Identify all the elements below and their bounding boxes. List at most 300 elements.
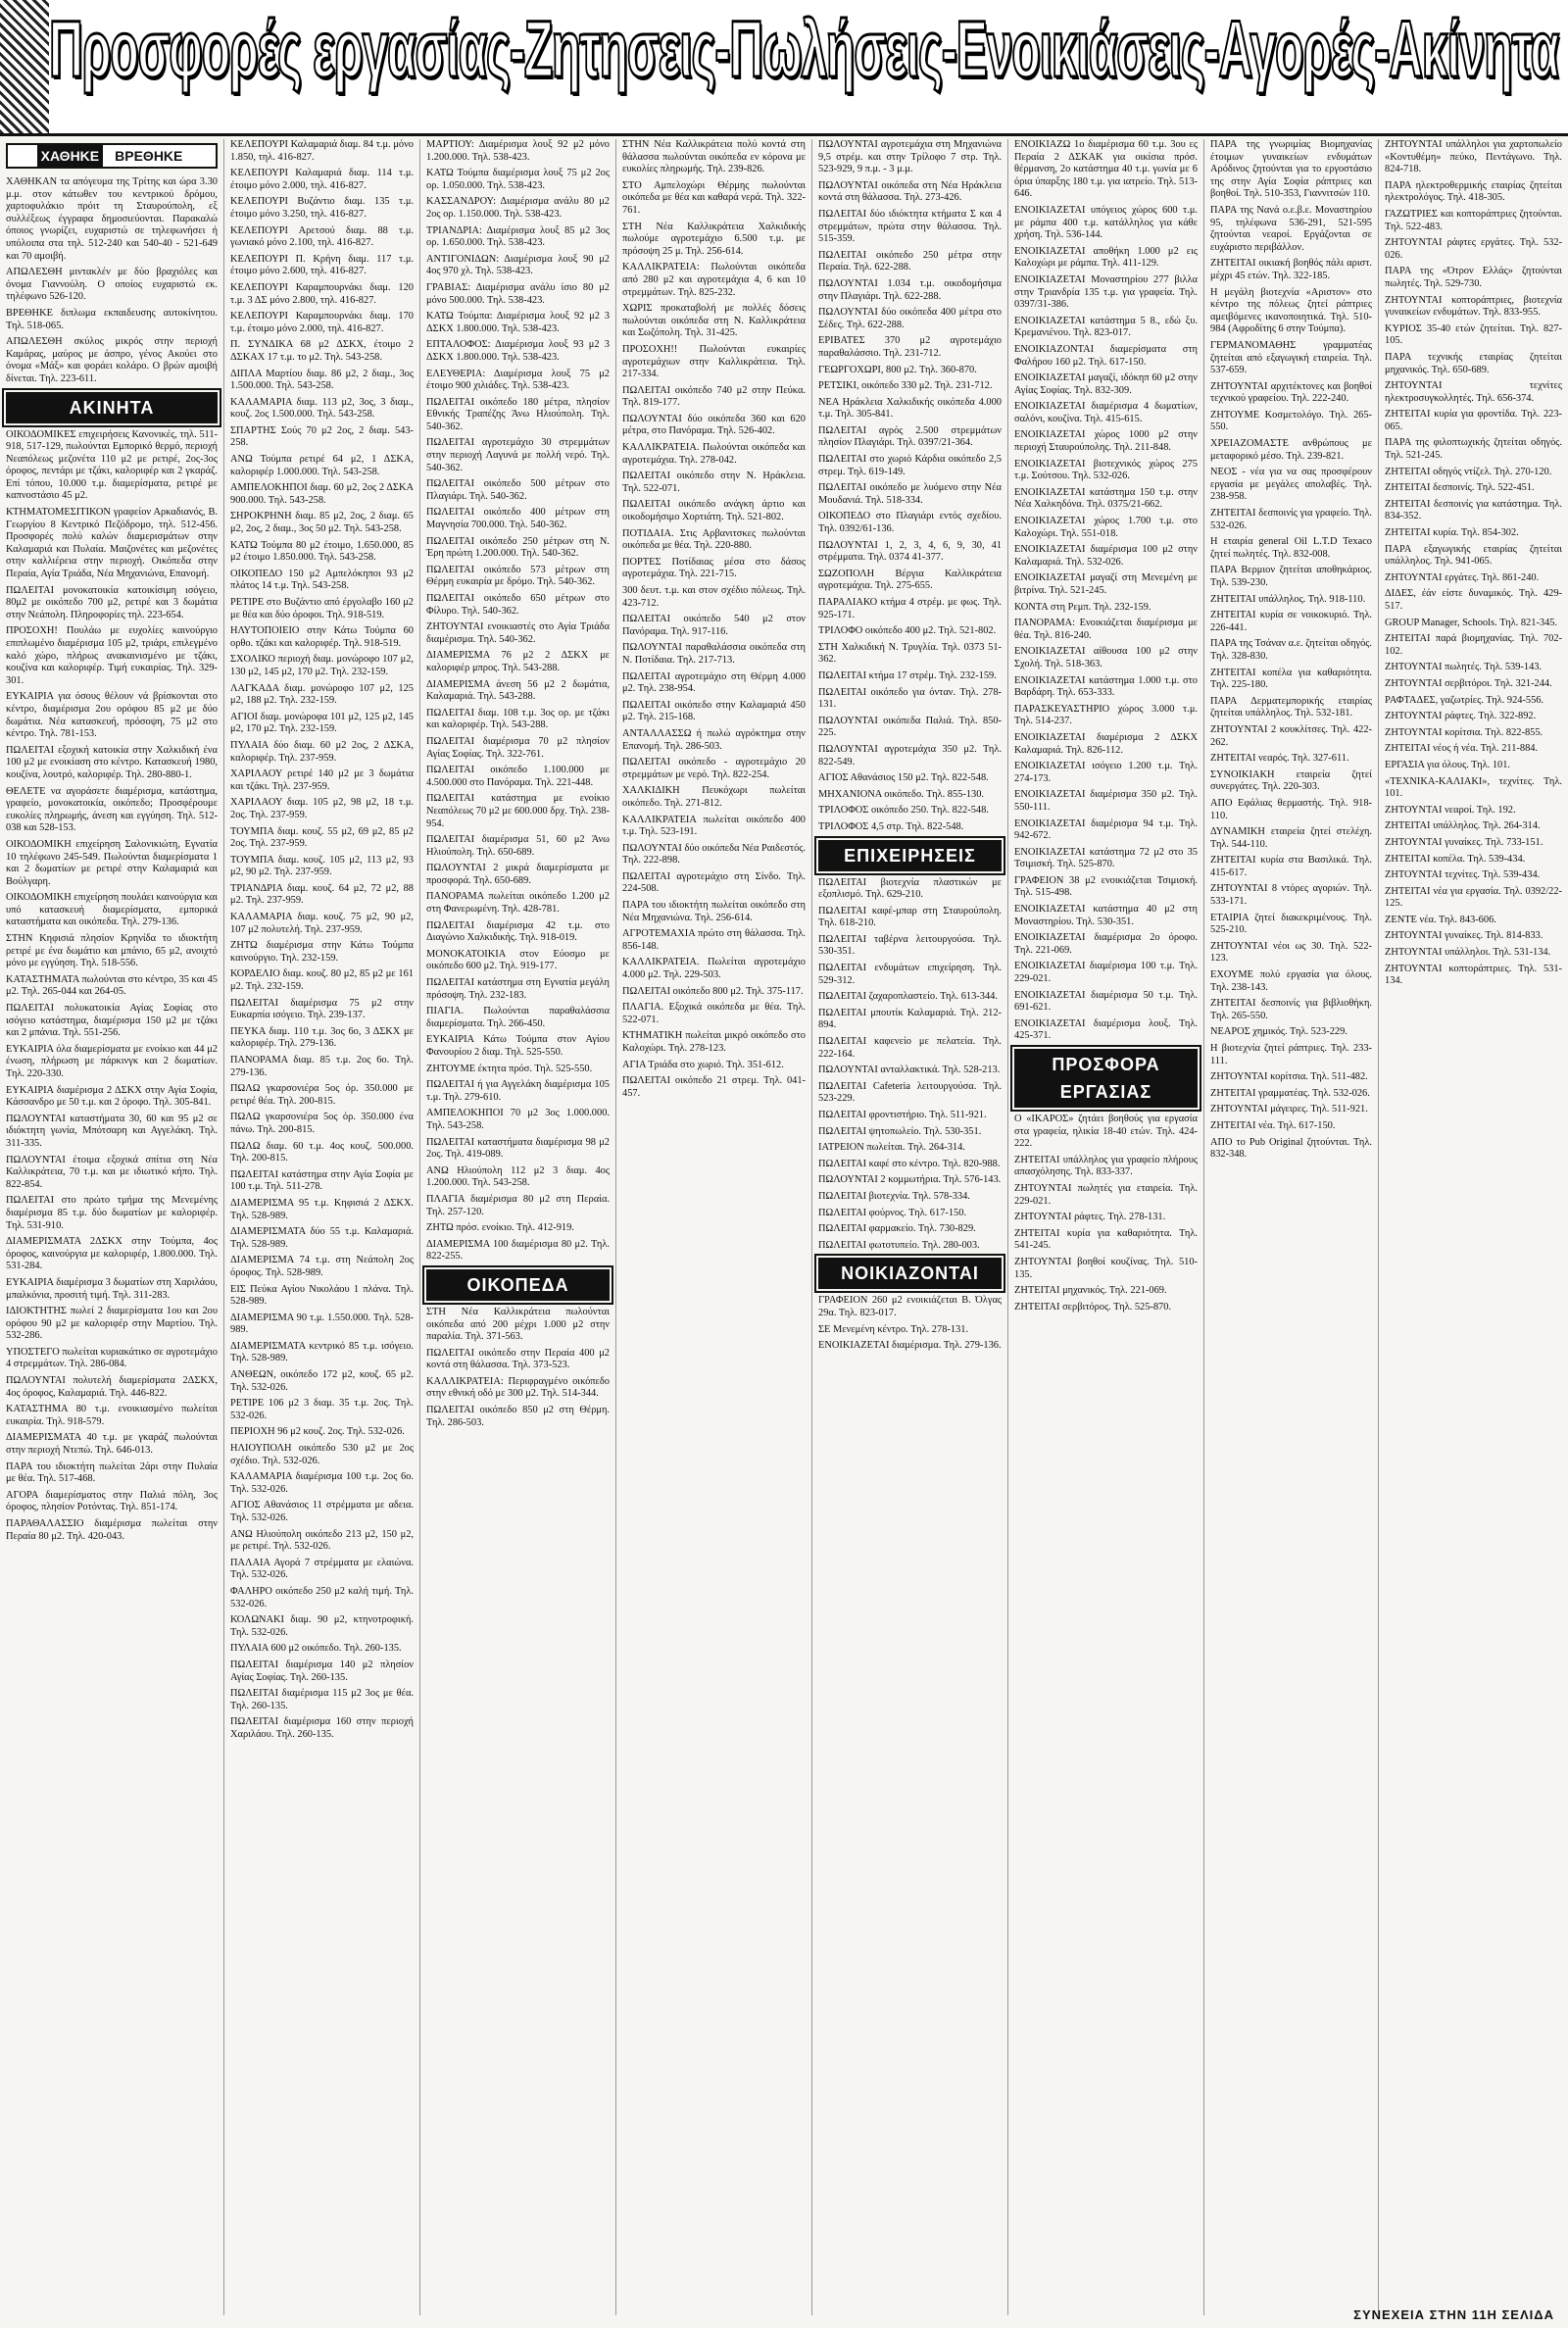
classified-ad: [1385, 837, 1562, 850]
classified-ad: [230, 1112, 414, 1136]
classified-ad: [622, 499, 806, 523]
classified-ad: [230, 139, 414, 164]
classified-ad-text: ΠΑΡΑΘΑΛΑΣΣΙΟ διαμέρισμα πωλείται στην Περαία 80 μ2. Τηλ. 420-043.: [6, 1518, 218, 1542]
classified-ad: [230, 940, 414, 965]
classified-ad-text: ΕΝΟΙΚΙΑΖΕΤΑΙ κατάστημα 150 τ.μ. στην Νέα Χαλκηδόνα. Τηλ. 0375/21-662.: [1014, 486, 1198, 511]
classified-ad-text: ΠΩΛΕΙΤΑΙ οικόπεδο 850 μ2 στη Θέρμη. Τηλ. 286-503.: [426, 1405, 610, 1428]
classified-ad-text: ΣΕ Μενεμένη κέντρο. Τηλ. 278-131.: [818, 1323, 969, 1335]
classified-ad: [1210, 998, 1372, 1022]
classified-ad-text: ΠΩΛΕΙΤΑΙ οικόπεδο 540 μ2 στον Πανόραμα. Τηλ. 917-116.: [622, 614, 806, 637]
classified-ad: [818, 821, 1002, 834]
classified-ad: [230, 712, 414, 736]
classified-ad-text: ΕΧΟΥΜΕ πολύ εργασία για όλους. Τηλ. 238-143.: [1210, 969, 1372, 993]
classified-ad-text: ΖΗΤΕΙΤΑΙ κυρία για καθαριότητα. Τηλ. 541-245.: [1014, 1227, 1198, 1252]
classified-ad: [230, 883, 414, 908]
classified-ad-text: ΚΑΛΑΜΑΡΙΑ διαμέρισμα 100 τ.μ. 2ος 6ο. Τηλ. 532-026.: [230, 1471, 414, 1495]
classified-ad-text: ΠΩΛΕΙΤΑΙ αγρός 2.500 στρεμμάτων πλησίον Πλαγιάρι. Τηλ. 0397/21-364.: [818, 424, 1002, 449]
classified-ad-text: ΚΑΛΛΙΚΡΑΤΕΙΑ: Πωλούνται οικόπεδα από 280 μ2 και αγροτεμάχια 4, 6 και 10 στρεμμάτων. Τηλ. 825-232.: [622, 262, 806, 298]
classified-ad: [426, 168, 610, 192]
classified-ad: [1014, 274, 1198, 312]
classified-ad-text: ΦΑΛΗΡΟ οικόπεδο 250 μ2 καλή τιμή. Τηλ. 532-026.: [230, 1585, 414, 1610]
classified-ad-text: ΠΩΛΕΙΤΑΙ εξοχική κατοικία στην Χαλκιδική ένα 100 μ2 με ενοικίαση στο κέντρο. Κατασκευή 1980, κουζίνα, λουτρό, καλοριφέρ. Τηλ. 280-880-1.: [6, 744, 218, 780]
classified-ad: [1385, 266, 1562, 290]
classified-ad: [622, 728, 806, 753]
classified-ad: [1014, 139, 1198, 201]
classified-ad-text: ΠΑΝΟΡΑΜΑ πωλείται οικόπεδο 1.200 μ2 στη Φανερωμένη. Τηλ. 428-781.: [426, 891, 610, 916]
classified-ad: [230, 339, 414, 364]
classified-ad: [1210, 594, 1372, 607]
classified-ad: [230, 1586, 414, 1610]
classified-ad: [426, 1194, 610, 1218]
classified-ad-text: ΣΤΗΝ Νέα Καλλικράτεια πολύ κοντά στη θάλασσα πωλούνται οικόπεδα εν κόρονα με ευκολίες πληρωμής. Τηλ. 239-826.: [622, 139, 806, 175]
classified-ad-text: ΖΗΤΟΥΝΤΑΙ υπάλληλοι. Τηλ. 531-134.: [1385, 947, 1551, 959]
classified-ad-text: ΣΥΝΟΙΚΙΑΚΗ εταιρεία ζητεί συνεργάτες. Τηλ. 220-303.: [1210, 768, 1372, 793]
classified-ad-text: ΠΩΛΕΙΤΑΙ αγροτεμάχιο στη Σίνδο. Τηλ. 224-508.: [622, 870, 806, 895]
classified-ad: [622, 900, 806, 924]
classified-ad-text: ΡΕΤΙΡΕ στο Βυζάντιο από έργολαβο 160 μ2 με θέα και δύο όροφοι. Τηλ. 918-519.: [230, 597, 414, 620]
classified-ad: [818, 877, 1002, 902]
classified-ad: [818, 180, 1002, 205]
classified-ad-text: ΠΩΛΩ γκαρσονιέρα 5ος όρ. 350.000 ένα πάνω. Τηλ. 200-815.: [230, 1112, 414, 1135]
classified-ad-text: ΠΙΑΓΙΑ. Πωλούνται παραθαλάσσια διαμερίσματα. Τηλ. 266-450.: [426, 1006, 610, 1029]
classified-ad-text: ΠΩΛΕΙΤΑΙ κατάστημα με ενοίκιο Νεαπόλεως 70 μ2 με 600.000 δρχ. Τηλ. 238-954.: [426, 793, 610, 829]
classified-ad-text: ΠΩΛΕΙΤΑΙ οικόπεδο 650 μέτρων στο Φίλυρο. Τηλ. 540-362.: [426, 593, 610, 617]
classified-ad: [1014, 1212, 1198, 1224]
classified-ad: [1385, 964, 1562, 988]
classified-ad: [1014, 990, 1198, 1015]
classified-ad-text: ΖΗΤΟΥΝΤΑΙ μάγειρες. Τηλ. 511-921.: [1210, 1104, 1368, 1115]
classified-ad: [426, 708, 610, 732]
classified-ad: [1014, 344, 1198, 369]
classified-ad: [818, 482, 1002, 507]
classified-ad-text: ΖΗΤΕΙΤΑΙ κυρία στα Βασιλικά. Τηλ. 415-617.: [1210, 855, 1372, 878]
column-5: [811, 139, 1007, 2315]
classified-ad: [1210, 696, 1372, 720]
classified-ad: [1014, 1183, 1198, 1208]
classified-ad-text: ΕΝΟΙΚΙΑΖΕΤΑΙ διαμέρισμα 100 τ.μ. Τηλ. 229-021.: [1014, 961, 1198, 985]
classified-ad: [1014, 1114, 1198, 1151]
classified-ad: [1014, 459, 1198, 483]
classified-ad: [1210, 969, 1372, 994]
continued-note: ΣΥΝΕΧΕΙΑ ΣΤΗΝ 11Η ΣΕΛΙΔΑ: [1353, 2307, 1554, 2322]
classified-ad-text: ΖΗΤΟΥΝΤΑΙ ράφτες εργάτες. Τηλ. 532-026.: [1385, 237, 1562, 261]
classified-ad-text: ΠΩΛΕΙΤΑΙ φροντιστήριο. Τηλ. 511-921.: [818, 1110, 987, 1120]
classified-ad: [6, 839, 218, 888]
classified-ad-text: ΠΩΛΕΙΤΑΙ κατάστημα στην Αγία Σοφία με 100 τ.μ. Τηλ. 511-278.: [230, 1168, 414, 1193]
classified-ad: [818, 1081, 1002, 1106]
classified-ad: [426, 1165, 610, 1190]
classified-ad-text: ΖΗΤΩ πρόσ. ενοίκιο. Τηλ. 412-919.: [426, 1222, 574, 1234]
classified-ad: [230, 1255, 414, 1279]
classified-ad: [426, 621, 610, 646]
classified-ad: [1210, 638, 1372, 663]
classified-ad: [1385, 820, 1562, 833]
classified-ad: [230, 425, 414, 450]
classified-ad-text: ΖΗΤΕΙΤΑΙ δεσποινίς για γραφείο. Τηλ. 532-026.: [1210, 508, 1372, 531]
classifieds-banner: [0, 0, 1568, 136]
classified-ad: [6, 892, 218, 929]
classified-ad-text: ΣΤΗ Χαλκιδική Ν. Τρυγλία. Τηλ. 0373 51-362.: [818, 641, 1002, 666]
classified-ad: [426, 536, 610, 561]
classified-ad: [622, 414, 806, 438]
classified-ad-text: ΖΗΤΟΥΝΤΑΙ 2 κουκλίτσες. Τηλ. 422-262.: [1210, 723, 1372, 748]
classified-ad: [230, 768, 414, 793]
classified-ad: [230, 1284, 414, 1309]
classified-ad: [622, 471, 806, 495]
classified-ad-text: ΠΑΡΑΣΚΕΥΑΣΤΗΡΙΟ χώρος 3.000 τ.μ. Τηλ. 514-237.: [1014, 703, 1198, 727]
classified-ad: [230, 855, 414, 879]
classified-ad-text: ΠΕΥΚΑ διαμ. 110 τ.μ. 3ος 6ο, 3 ΔΣΚΧ με καλοριφέρ. Τηλ. 279-136.: [230, 1025, 414, 1050]
classified-ad-text: ΖΗΤΟΥΝΤΑΙ πωλητές για εταιρεία. Τηλ. 229-021.: [1014, 1182, 1198, 1207]
classified-ad: [426, 834, 610, 859]
classified-ad: [1385, 711, 1562, 723]
classified-ad: [622, 928, 806, 953]
classified-ad-text: ΠΩΛΕΙΤΑΙ αγροτεμάχιο 30 στρεμμάτων στην περιοχή Λαγυνά με πολλή νερό. Τηλ. 540-362.: [426, 437, 610, 473]
classified-ad-text: ΠΩΛΕΙΤΑΙ οικόπεδο 800 μ2. Τηλ. 375-117.: [622, 985, 804, 997]
section-heading: ΟΙΚΟΠΕΔΑ: [426, 1269, 610, 1301]
classified-ad: [230, 482, 414, 507]
classified-ad-text: ΖΗΤΟΥΝΤΑΙ σερβιτόροι. Τηλ. 321-244.: [1385, 677, 1552, 689]
classified-ad: [426, 650, 610, 674]
classified-ad-text: ΗΛΙΟΥΠΟΛΗ οικόπεδο 530 μ2 με 2ος σχέδιο. Τηλ. 532-026.: [230, 1443, 414, 1466]
classified-ad-text: ΑΜΠΕΛΟΚΗΠΟΙ 70 μ2 3ος 1.000.000. Τηλ. 543-258.: [426, 1108, 610, 1131]
classified-ad: [1014, 961, 1198, 985]
classified-ad: [230, 1688, 414, 1712]
classified-ad: [426, 679, 610, 704]
classified-ad-text: ΚΑΛΑΜΑΡΙΑ διαμ. κουζ. 75 μ2, 90 μ2, 107 μ2 πολυτελή. Τηλ. 237-959.: [230, 912, 414, 935]
classified-ad: [1385, 947, 1562, 960]
classified-ad-text: ΠΩΛΟΥΝΤΑΙ 2 κομμωτήρια. Τηλ. 576-143.: [818, 1174, 1002, 1186]
classified-ad: [622, 871, 806, 896]
classified-ad-text: ΕΝΟΙΚΙΑΖΕΤΑΙ κατάστημα 40 μ2 στη Μοναστηρίου. Τηλ. 530-351.: [1014, 904, 1198, 927]
classified-ad: [6, 308, 218, 332]
classified-ad: [622, 671, 806, 696]
classified-ad-text: ΠΩΛΕΙΤΑΙ ή για Αγγελάκη διαμέρισμα 105 τ.μ. Τηλ. 279-610.: [426, 1079, 610, 1103]
classified-ad: [6, 1518, 218, 1543]
classified-ad: [1210, 1137, 1372, 1162]
classified-ad-text: ΛΑΓΚΑΔΑ διαμ. μονώροφο 107 μ2, 125 μ2, 188 μ2. Τηλ. 232-159.: [230, 682, 414, 707]
classified-ad: [230, 282, 414, 307]
classified-ad-text: ΖΗΤΟΥΝΤΑΙ τεχνίτες. Τηλ. 539-434.: [1385, 869, 1541, 881]
classified-ad-text: ΧΑΡΙΛΑΟΥ διαμ. 105 μ2, 98 μ2, 18 τ.μ. 2ος. Τηλ. 237-959.: [230, 797, 414, 820]
classified-ad: [1385, 237, 1562, 262]
classified-ad: [6, 267, 218, 304]
classified-ad: [426, 339, 610, 364]
classified-ad-text: ΠΩΛΟΥΝΤΑΙ ανταλλακτικά. Τηλ. 528-213.: [818, 1065, 1001, 1076]
classified-ad-text: ΓΑΖΩΤΡΙΕΣ και κοπτοράπτριες ζητούνται. Τηλ. 522-483.: [1385, 208, 1562, 232]
classified-ad: [230, 311, 414, 335]
column-4: [615, 139, 811, 2315]
classified-ad: [622, 642, 806, 667]
classified-ad-text: ΣΤΟ Αμπελοχώρι Θέρμης πωλούνται οικόπεδα με θέα και καθαρά νερά. Τηλ. 322-761.: [622, 179, 806, 216]
classified-ad: [622, 442, 806, 467]
classified-ad: [230, 1083, 414, 1108]
section-heading: ΑΚΙΝΗΤΑ: [6, 392, 218, 423]
classified-ad-text: ΠΑΡΑ τεχνικής εταιρίας ζητείται μηχανικός. Τηλ. 650-689.: [1385, 351, 1562, 375]
classified-ad: [426, 196, 610, 221]
classified-ad: [818, 1240, 1002, 1253]
classified-ad-text: ΧΑΛΚΙΔΙΚΗ Πευκόχωρι πωλείται οικόπεδο. Τηλ. 271-812.: [622, 785, 806, 809]
classified-ad-text: ΣΧΟΛΙΚΟ περιοχή διαμ. μονώροφο 107 μ2, 130 μ2, 145 μ2, 170 μ2. Τηλ. 232-159.: [230, 654, 414, 677]
classified-ad: [1210, 798, 1372, 822]
classified-ad: [622, 528, 806, 553]
classified-ad: [6, 176, 218, 263]
classified-ad-text: ΓΡΑΒΙΑΣ: Διαμέρισμα ανάλυ ίσιο 80 μ2 μόνο 500.000. Τηλ. 538-423.: [426, 281, 610, 306]
classified-ad-text: ΣΤΗ Νέα Καλλικράτεια πωλούνται οικόπεδα από 200 μέχρι 1.000 μ2 στην παραλία. Τηλ. 371-563.: [426, 1306, 610, 1343]
classified-ad-text: ΙΑΤΡΕΙΟΝ πωλείται. Τηλ. 264-314.: [818, 1142, 965, 1154]
classified-ad: [6, 1461, 218, 1486]
classified-ad: [230, 1426, 414, 1439]
classified-ad: [426, 793, 610, 830]
classified-ad-text: ΠΩΛΕΙΤΑΙ διαμέρισμα 140 μ2 πλησίον Αγίας Σοφίας. Τηλ. 260-135.: [230, 1659, 414, 1683]
classified-ad: [230, 369, 414, 393]
classified-ad: [1210, 258, 1372, 282]
classified-ad: [818, 250, 1002, 274]
classified-ad: [622, 303, 806, 340]
classified-ad-text: ΕΝΟΙΚΙΑΖΕΤΑΙ κατάστημα 1.000 τ.μ. στο Βαρδάρη. Τηλ. 653-333.: [1014, 674, 1198, 699]
classified-ad-text: ΠΑΡΑ της Τσάναν α.ε. ζητείται οδηγός. Τηλ. 328-830.: [1210, 638, 1372, 662]
classified-ad-text: ΠΩΛΕΙΤΑΙ οικόπεδο στην Καλαμαριά 450 μ2. Τηλ. 215-168.: [622, 699, 806, 723]
classified-ad: [622, 757, 806, 781]
classified-ad-text: ΕΝΟΙΚΙΑΖΕΤΑΙ διαμέρισμα 50 τ.μ. Τηλ. 691-621.: [1014, 989, 1198, 1014]
classified-ad-text: ΟΙΚΟΔΟΜΙΚΗ επιχείρηση πουλάει καινούργια και υπό κατασκευή διαμερίσματα, εμπορικά καταστήματα και οικόπεδα. Τηλ. 279-136.: [6, 892, 218, 928]
classified-ad: [818, 1324, 1002, 1337]
classified-ad: [1210, 508, 1372, 532]
classified-ad: [426, 1137, 610, 1162]
classified-ad-text: ΣΤΗΝ Κηφισιά πλησίον Κρηνίδα το ιδιοκτήτη ρετιρέ με ένα δωμάτιο και μπάνιο, 65 μ2, ανοιχτό μόνο με εγγύηση. Τηλ. 518-556.: [6, 933, 218, 969]
classified-ad: [230, 1529, 414, 1554]
classified-ad: [230, 1141, 414, 1165]
classified-ad-text: ΖΗΤΕΙΤΑΙ υπάλληλος. Τηλ. 264-314.: [1385, 820, 1541, 832]
classified-ad: [818, 335, 1002, 360]
classified-ad-text: ΚΑΤΑΣΤΗΜΑ 80 τ.μ. ενοικιασμένο πωλείται ευκαιρία. Τηλ. 918-579.: [6, 1404, 218, 1427]
classified-ad-text: ΚΑΛΛΙΚΡΑΤΕΙΑ. Πωλούνται οικόπεδα και αγροτεμάχια. Τηλ. 278-042.: [622, 442, 806, 466]
classified-ad: [6, 1003, 218, 1040]
classified-ad: [622, 585, 806, 610]
classified-ad-text: ΖΗΤΕΙΤΑΙ νεαρός. Τηλ. 327-611.: [1210, 753, 1349, 765]
classified-ad-text: ΚΥΡΙΟΣ 35-40 ετών ζητείται. Τηλ. 827-105.: [1385, 322, 1562, 347]
classified-ad: [6, 507, 218, 581]
classified-ad-text: ΕΝΟΙΚΙΑΖΕΤΑΙ διαμέρισμα λουξ. Τηλ. 425-371.: [1014, 1017, 1198, 1042]
classified-ad-text: ΤΡΙΛΟΦΟΣ 4,5 στρ. Τηλ. 822-548.: [818, 820, 964, 832]
classified-ad-text: ΖΗΤΟΥΝΤΑΙ εργάτες. Τηλ. 861-240.: [1385, 571, 1540, 583]
classified-ad-text: ΕΝΟΙΚΙΑΖΕΤΑΙ χώρος 1.700 τ.μ. στο Καλοχώρι. Τηλ. 551-018.: [1014, 516, 1198, 539]
classified-ad: [818, 1110, 1002, 1122]
classified-ad: [6, 1085, 218, 1110]
classified-ad-text: ΕΝΟΙΚΙΑΖΕΤΑΙ χώρος 1000 μ2 στην περιοχή Σταυρούπολης. Τηλ. 211-848.: [1014, 429, 1198, 454]
classified-ad-text: ΚΑΛΑΜΑΡΙΑ διαμ. 113 μ2, 3ος, 3 διαμ., κουζ. 2ος 1.500.000. Τηλ. 543-258.: [230, 396, 414, 421]
classified-ad-text: ΖΗΤΕΙΤΑΙ οικιακή βοηθός πάλι αριστ. μέχρι 45 ετών. Τηλ. 322-185.: [1210, 258, 1372, 281]
classified-ad: [230, 625, 414, 650]
classified-ad-text: ΠΩΛΟΥΝΤΑΙ 1.034 τ.μ. οικοδομήσιμα στην Πλαγιάρι. Τηλ. 622-288.: [818, 277, 1002, 302]
classified-ad-text: ΠΩΛΟΥΝΤΑΙ δύο οικόπεδα Νέα Ραιδεστός. Τηλ. 222-898.: [622, 842, 806, 867]
classified-ad-text: ΚΕΛΕΠΟΥΡΙ Αρετσού διαμ. 88 τ.μ. γωνιακό μόνο 2.100, τηλ. 416-827.: [230, 224, 414, 249]
classified-ad: [818, 934, 1002, 959]
classified-ad: [1385, 499, 1562, 523]
classified-ad: [1210, 205, 1372, 254]
classified-ad: [230, 1558, 414, 1582]
classified-ad-text: ΓΡΑΦΕΙΟΝ 260 μ2 ενοικιάζεται Β. Όλγας 29α. Τηλ. 823-017.: [818, 1295, 1002, 1318]
classified-ad: [230, 654, 414, 678]
classified-ad-text: ΠΑΡΑ της φιλοπτωχικής ζητείται οδηγός. Τηλ. 521-245.: [1385, 437, 1562, 462]
classified-ad: [818, 744, 1002, 768]
classified-ad-text: ΕΝΟΙΚΙΑΖΕΤΑΙ διαμέρισμα 2ο όροφο. Τηλ. 221-069.: [1014, 932, 1198, 956]
classified-ad-text: ΠΩΛΕΙΤΑΙ καφέ-μπαρ στη Σταυρούπολη. Τηλ. 618-210.: [818, 905, 1002, 929]
classified-ad: [1385, 854, 1562, 867]
classified-ad-text: ΠΩΛΟΥΝΤΑΙ οικόπεδα στη Νέα Ηράκλεια κοντά στη θάλασσα. Τηλ. 273-426.: [818, 179, 1002, 204]
classified-ad: [1385, 760, 1562, 772]
classified-ad: [230, 168, 414, 192]
classified-ad: [230, 569, 414, 593]
classified-ad-text: ΧΑΘΗΚΑΝ τα απόγευμα της Τρίτης και ώρα 3.30 μ.μ. στον κάτωθεν του κεντρικού δρόμου, χαρτοφυλάκιο πρόιτ τη Σταυρούπολη, εξ συλλέξεως έγγραφα δημοσιεύονται. Παρακαλώ όποιος γνωρίζει, ευχαριστώ σε τηλεφωνήσει ή υπόλοιπα στα τηλ. 512-240 και 540-40 - 521-649 και 70 αμοιβή.: [6, 176, 218, 262]
classified-ad-text: ΚΑΤΩ Τούμπα διαμέρισμα λουξ 75 μ2 2ος ορ. 1.050.000. Τηλ. 538-423.: [426, 168, 610, 191]
classified-ad-text: ΥΠΟΣΤΕΓΟ πωλείται κυριακάτικο σε αγροτεμάχιο 4 στρεμμάτων. Τηλ. 286-084.: [6, 1346, 218, 1370]
classified-ad-text: ΚΑΤΑΣΤΗΜΑΤΑ πωλούνται στο κέντρο, 35 και 45 μ2. Τηλ. 265-044 και 264-05.: [6, 973, 218, 998]
classified-ad: [622, 1060, 806, 1072]
classified-ad: [622, 1075, 806, 1100]
classified-ad-text: ΚΕΛΕΠΟΥΡΙ Καλαμαριά διαμ. 84 τ.μ. μόνο 1.850, τηλ. 416-827.: [230, 139, 414, 163]
classified-ad-text: ΤΟΥΜΠΑ διαμ. κουζ. 105 μ2, 113 μ2, 93 μ2, 90 μ2. Τηλ. 237-959.: [230, 854, 414, 878]
classified-ad-text: ΖΗΤΟΥΝΤΑΙ γυναίκες. Τηλ. 814-833.: [1385, 930, 1544, 942]
classified-ad-text: ΜΑΡΤΙΟΥ: Διαμέρισμα λουξ 92 μ2 μόνο 1.200.000. Τηλ. 538-423.: [426, 139, 610, 163]
classified-ad: [1014, 572, 1198, 597]
classified-ad-text: ΠΡΟΣΟΧΗ! Πουλάω με ευχολίες καινούργιο επιπλωμένο διαμέρισμα 105 μ2, τριάρι, επιλεγμένο καλό χώρο, πλήρως ανακαινισμένο με τζάκι, κουζίνα και καλοριφέρ. Τιμή ευκαιρίας. Τηλ. 329-301.: [6, 625, 218, 686]
classified-ad: [426, 1239, 610, 1263]
classified-ad: [1014, 316, 1198, 340]
classified-ad-text: ΔΙΑΜΕΡΙΣΜΑ 90 τ.μ. 1.550.000. Τηλ. 528-989.: [230, 1312, 414, 1336]
classified-ad-text: ΠΩΛΕΙΤΑΙ οικόπεδο στην Περαία 400 μ2 κοντά στη θάλασσα. Τηλ. 373-523.: [426, 1347, 610, 1371]
classified-ad-text: ΠΩΛΕΙΤΑΙ καφέ στο κέντρο. Τηλ. 820-988.: [818, 1158, 1001, 1169]
classified-ad: [622, 815, 806, 839]
classified-ad: [1385, 467, 1562, 479]
classified-ad: [1210, 941, 1372, 966]
classified-ad: [1210, 668, 1372, 692]
classified-ad-text: ΑΓΡΟΤΕΜΑΧΙΑ πρώτο στη θάλασσα. Τηλ. 856-148.: [622, 928, 806, 952]
classified-ad-text: ΠΑΡΑ ηλεκτροθερμικής εταιρίας ζητείται ηλεκτρολόγος. Τηλ. 418-305.: [1385, 179, 1562, 204]
classified-ad: [230, 511, 414, 535]
classified-ad-text: ΠΩΛΕΙΤΑΙ Cafeteria λειτουργούσα. Τηλ. 523-229.: [818, 1080, 1002, 1105]
classified-ad: [230, 1500, 414, 1524]
classified-ad: [818, 380, 1002, 393]
classified-ad-text: ΠΟΡΤΕΣ Ποτίδαιας μέσα στο δάσος αγροτεμάχια. Τηλ. 221-715.: [622, 556, 806, 580]
classified-ad-text: ΑΝΩ Ηλιούπολη οικόπεδο 213 μ2, 150 μ2, με ρετιρέ. Τηλ. 532-026.: [230, 1528, 414, 1553]
classified-ad: [6, 429, 218, 504]
classified-ad: [1385, 482, 1562, 495]
classified-ad-text: ΠΑΛΑΙΑ Αγορά 7 στρέμματα με ελαιώνα. Τηλ. 532-026.: [230, 1557, 414, 1581]
classified-ad-text: ΠΩΛΕΙΤΑΙ ταβέρνα λειτουργούσα. Τηλ. 530-351.: [818, 933, 1002, 958]
classified-ad-text: ΠΩΛΕΙΤΑΙ διαμέρισμα 51, 60 μ2 Άνω Ηλιούπολη. Τηλ. 650-689.: [426, 834, 610, 858]
found-label: ΒΡΕΘΗΚΕ: [115, 148, 183, 164]
classified-ad: [1014, 818, 1198, 843]
classified-ad: [818, 397, 1002, 421]
classified-ad-text: ΖΗΤΕΙΤΑΙ κοπέλα για καθαριότητα. Τηλ. 225-180.: [1210, 667, 1372, 691]
classified-ad: [818, 425, 1002, 450]
classified-ad-text: ΠΩΛΕΙΤΑΙ αγροτεμάχιο στη Θέρμη 4.000 μ2. Τηλ. 238-954.: [622, 670, 806, 695]
classified-ad-text: ΑΜΠΕΛΟΚΗΠΟΙ διαμ. 60 μ2, 2ος 2 ΔΣΚΑ 900.000. Τηλ. 543-258.: [230, 482, 414, 506]
classified-ad: [1385, 409, 1562, 433]
classified-ad: [230, 1716, 414, 1741]
classified-ad-text: ΤΟΥΜΠΑ διαμ. κουζ. 55 μ2, 69 μ2, 85 μ2 2ος. Τηλ. 237-959.: [230, 825, 414, 850]
classified-ad: [1014, 675, 1198, 700]
classified-ad: [818, 1295, 1002, 1319]
classified-ad-text: ΖΗΤΕΙΤΑΙ μηχανικός. Τηλ. 221-069.: [1014, 1285, 1167, 1297]
classified-ad: [1014, 1228, 1198, 1253]
classified-ad-text: ΖΗΤΟΥΝΤΑΙ νεαροί. Τηλ. 192.: [1385, 804, 1516, 816]
classified-ad-text: ΕΝΟΙΚΙΑΖΕΤΑΙ κατάστημα 72 μ2 στο 35 Τσιμισκή. Τηλ. 525-870.: [1014, 846, 1198, 870]
classified-ad: [230, 797, 414, 821]
classified-ad-text: ΑΠΟ το Pub Original ζητούνται. Τηλ. 832-348.: [1210, 1136, 1372, 1161]
classified-ad: [1210, 769, 1372, 794]
classified-ad-text: ΠΩΛΕΙΤΑΙ οικόπεδο 21 στρεμ. Τηλ. 041-457.: [622, 1075, 806, 1099]
classified-ad: [230, 1055, 414, 1079]
classified-ad: [230, 683, 414, 708]
classified-ad: [818, 540, 1002, 565]
classified-ad: [6, 1375, 218, 1400]
classified-ad: [1385, 437, 1562, 462]
classified-ad: [818, 209, 1002, 246]
classified-ad-text: ΠΩΛΕΙΤΑΙ οικόπεδο 1.100.000 με 4.500.000 στο Πανόραμα. Τηλ. 221-448.: [426, 765, 610, 788]
classified-ad-text: ΠΩΛΕΙΤΑΙ δύο ιδιόκτητα κτήματα Σ και 4 στρεμμάτων, πρώτα στην θάλασσα. Τηλ. 515-359.: [818, 208, 1002, 245]
classified-ad: [1014, 646, 1198, 670]
classified-ad: [818, 1126, 1002, 1139]
classified-ad: [1385, 352, 1562, 376]
classified-ad: [1014, 544, 1198, 569]
classified-ad: [426, 225, 610, 250]
classified-ad-text: ΕΝΟΙΚΙΑΖΕΤΑΙ αποθήκη 1.000 μ2 εις Καλοχώρι με ράμπα. Τηλ. 411-129.: [1014, 245, 1198, 270]
classified-ad-text: ΚΑΤΩ Τούμπα: Διαμέρισμα λουξ 92 μ2 3 ΔΣΚΧ 1.800.000. Τηλ. 538-423.: [426, 311, 610, 334]
classified-ad: [1210, 913, 1372, 937]
classified-ad-text: ΑΓΙΟΣ Αθανάσιος 11 στρέμματα με αδεια. Τηλ. 532-026.: [230, 1500, 414, 1523]
classified-ad-text: ΑΝΩ Τούμπα ρετιρέ 64 μ2, 1 ΔΣΚΑ, καλοριφέρ 1.000.000. Τηλ. 543-258.: [230, 454, 414, 477]
classified-ad-text: ΠΛΑΓΙΑ. Εξοχικά οικόπεδα με θέα. Τηλ. 522-071.: [622, 1002, 806, 1025]
classified-ad-text: ΣΠΑΡΤΗΣ Σούς 70 μ2 2ος, 2 διαμ. 543-258.: [230, 424, 414, 449]
classified-ad: [818, 278, 1002, 303]
classified-ad-text: ΠΩΛΕΙΤΑΙ μπουτίκ Καλαμαριά. Τηλ. 212-894.: [818, 1007, 1002, 1031]
classified-ad: [818, 625, 1002, 638]
classified-ad-text: ΠΩΛΟΥΝΤΑΙ αγροτεμάχια στη Μηχανιώνα 9,5 στρέμ. και στην Τρίλοφο 7 στρ. Τηλ. 523-929, 9 π.μ. - 3 μ.μ.: [818, 139, 1002, 175]
classified-ad-text: ΑΓΟΡΑ διαμερίσματος στην Παλιά πόλη, 3ος όροφος, πλησίον Ροτόντας. Τηλ. 851-174.: [6, 1489, 218, 1513]
classified-ad-text: ΖΗΤΟΥΝΤΑΙ κορίτσια. Τηλ. 822-855.: [1385, 726, 1544, 738]
classified-ad: [1014, 401, 1198, 425]
classified-ad: [426, 977, 610, 1002]
classified-ad-text: ΠΩΛΟΥΝΤΑΙ οικόπεδα Παλιά. Τηλ. 850-225.: [818, 715, 1002, 739]
classified-ad-text: ΠΩΛΕΙΤΑΙ διαμέρισμα 160 στην περιοχή Χαριλάου. Τηλ. 260-135.: [230, 1716, 414, 1740]
classified-ad-text: ΠΩΛΩ γκαρσονιέρα 5ος όρ. 350.000 με ρετιρέ θέα. Τηλ. 200-815.: [230, 1083, 414, 1107]
classified-ad: [1385, 139, 1562, 176]
classified-ad-text: ΚΑΣΣΑΝΔΡΟΥ: Διαμέρισμα ανάλυ 80 μ2 2ος ορ. 1.150.000. Τηλ. 538-423.: [426, 196, 610, 220]
classified-ad-text: ΕΝΟΙΚΙΑΖΕΤΑΙ διαμέρισμα 350 μ2. Τηλ. 550-111.: [1014, 789, 1198, 813]
classified-ad-text: ΠΑΝΟΡΑΜΑ διαμ. 85 τ.μ. 2ος 6ο. Τηλ. 279-136.: [230, 1055, 414, 1078]
classified-ad: [426, 1405, 610, 1429]
classified-ad-text: ΔΥΝΑΜΙΚΗ εταιρεία ζητεί στελέχη. Τηλ. 544-110.: [1210, 826, 1372, 850]
classified-ad-text: ΣΩΖΟΠΟΛΗ Βέργια Καλλικράτεια αγροτεμάχια. Τηλ. 275-655.: [818, 568, 1002, 592]
classified-ad: [622, 1002, 806, 1026]
classified-ad-text: ΔΙΑΜΕΡΙΣΜΑΤΑ 2ΔΣΚΧ στην Τούμπα, 4ος όροφος, καινούργια με καλοριφέρ, 1.800.000. Τηλ. 531-284.: [6, 1236, 218, 1272]
classified-ad: [1210, 826, 1372, 851]
classified-ad-text: ΖΗΤΟΥΝΤΑΙ νέοι ως 30. Τηλ. 522-123.: [1210, 940, 1372, 965]
classified-ad: [1014, 789, 1198, 814]
classified-ad: [818, 670, 1002, 683]
classified-ad: [1014, 1257, 1198, 1281]
classified-ad: [622, 344, 806, 381]
classified-ad: [1014, 618, 1198, 642]
classified-ad: [1210, 410, 1372, 434]
classified-ad-text: ΠΑΡΑ της Νανά ο.ε.β.ε. Μοναστηρίου 95, τηλέφωνα 536-291, 521-595 ζητούνται νεαροί. Εργάζονται σε ευχάριστο περιβάλλον.: [1210, 204, 1372, 253]
classified-ad: [230, 968, 414, 993]
classified-ad: [622, 957, 806, 981]
classified-ad-text: ΚΑΛΛΙΚΡΑΤΕΙΑ: Περιφραγμένο οικόπεδο στην εθνική οδό με 300 μ2. Τηλ. 514-344.: [426, 1375, 610, 1400]
classified-ad: [622, 614, 806, 638]
